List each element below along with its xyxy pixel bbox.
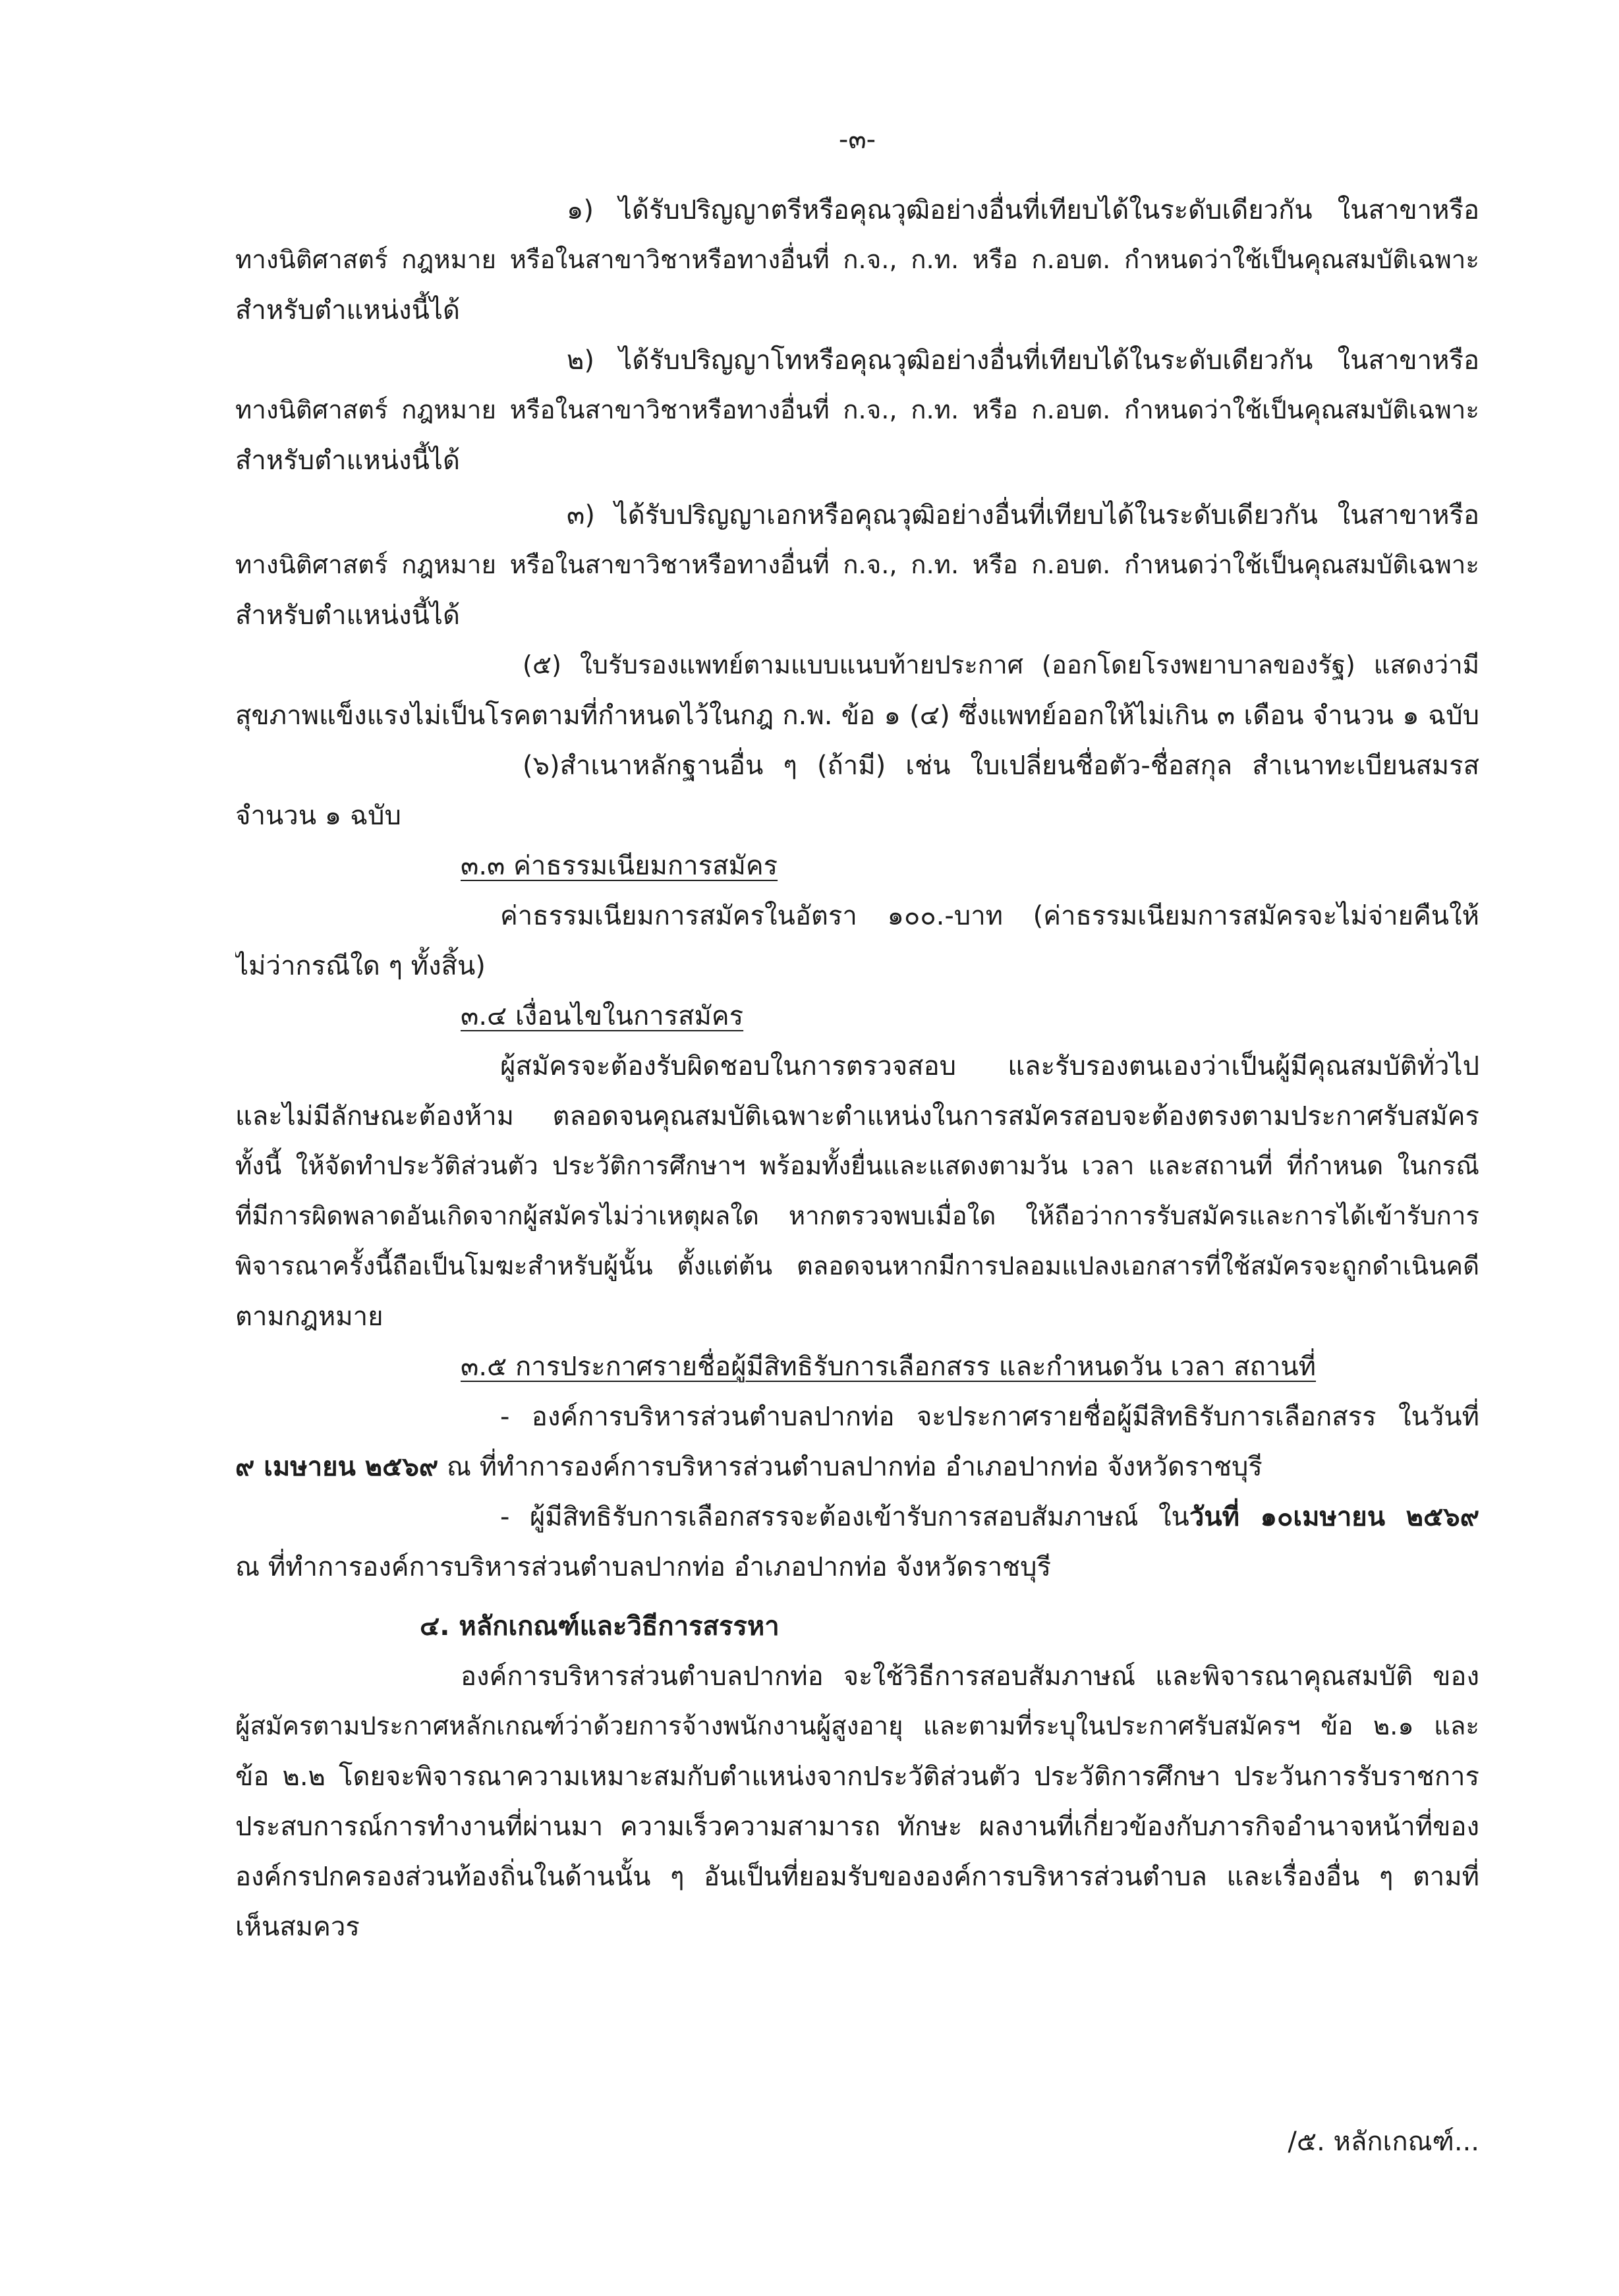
document-item-line: (๖)สำเนาหลักฐานอื่น ๆ (ถ้ามี) เช่น ใบเปลี่ยนชื่อตัว-ชื่อสกุล สำเนาทะเบียนสมรส bbox=[523, 751, 1479, 781]
paragraph-line: และไม่มีลักษณะต้องห้าม ตลอดจนคุณสมบัติเฉพาะตำแหน่งในการสมัครสอบจะต้องตรงตามประกาศรับสมัคร bbox=[235, 1101, 1479, 1132]
degree-item-line: สำหรับตำแหน่งนี้ได้ bbox=[235, 445, 461, 476]
degree-item-line: ๓) ได้รับปริญญาเอกหรือคุณวุฒิอย่างอื่นที่เทียบได้ในระดับเดียวกัน ในสาขาหรือ bbox=[567, 500, 1479, 531]
interview-date: วันที่ ๑๐เมษายน ๒๕๖๙ bbox=[1189, 1502, 1479, 1532]
degree-item-doctorate bbox=[235, 490, 1479, 641]
interview-line bbox=[235, 1492, 1479, 1542]
degree-item-line: ๑) ได้รับปริญญาตรีหรือคุณวุฒิอย่างอื่นที่เทียบได้ในระดับเดียวกัน ในสาขาหรือ bbox=[567, 195, 1479, 225]
degree-item-line: สำหรับตำแหน่งนี้ได้ bbox=[235, 295, 461, 326]
text-body bbox=[235, 115, 1479, 1952]
degree-item-bachelor bbox=[235, 185, 1479, 335]
section-heading: ๓.๓ ค่าธรรมเนียมการสมัคร bbox=[461, 851, 778, 881]
section-4-selection-criteria bbox=[235, 1601, 1479, 1952]
paragraph-line: องค์กรปกครองส่วนท้องถิ่นในด้านนั้น ๆ อันเป็นที่ยอมรับขององค์การบริหารส่วนตำบล และเรื่องอื่น ๆ ตามที่ bbox=[235, 1862, 1479, 1892]
paragraph-line: ที่มีการผิดพลาดอันเกิดจากผู้สมัครไม่ว่าเหตุผลใด หากตรวจพบเมื่อใด ให้ถือว่าการรับสมัครและการได้เข้ารับการ bbox=[235, 1201, 1479, 1231]
document-item-medical-certificate bbox=[235, 641, 1479, 741]
section-3-5-candidate-announcement bbox=[235, 1342, 1479, 1592]
interview-text: - ผู้มีสิทธิรับการเลือกสรรจะต้องเข้ารับการสอบสัมภาษณ์ ใน bbox=[500, 1502, 1189, 1532]
section-3-3-application-fee bbox=[235, 841, 1479, 991]
degree-item-line: สำหรับตำแหน่งนี้ได้ bbox=[235, 600, 461, 631]
document-item-line: จำนวน ๑ ฉบับ bbox=[235, 801, 401, 831]
degree-item-line: ทางนิติศาสตร์ กฎหมาย หรือในสาขาวิชาหรือทางอื่นที่ ก.จ., ก.ท. หรือ ก.อบต. กำหนดว่าใช้เป็นคุณสมบัติเฉพาะ bbox=[235, 550, 1479, 580]
section-heading: ๔. หลักเกณฑ์และวิธีการสรรหา bbox=[420, 1611, 780, 1642]
announcement-line: - องค์การบริหารส่วนตำบลปากท่อ จะประกาศรายชื่อผู้มีสิทธิรับการเลือกสรร ในวันที่ bbox=[500, 1402, 1479, 1432]
degree-item-line: ๒) ได้รับปริญญาโทหรือคุณวุฒิอย่างอื่นที่เทียบได้ในระดับเดียวกัน ในสาขาหรือ bbox=[567, 345, 1479, 376]
degree-item-line: ทางนิติศาสตร์ กฎหมาย หรือในสาขาวิชาหรือทางอื่นที่ ก.จ., ก.ท. หรือ ก.อบต. กำหนดว่าใช้เป็นคุณสมบัติเฉพาะ bbox=[235, 395, 1479, 425]
document-item-other-evidence bbox=[235, 741, 1479, 841]
paragraph-line: ผู้สมัครตามประกาศหลักเกณฑ์ว่าด้วยการจ้างพนักงานผู้สูงอายุ และตามที่ระบุในประกาศรับสมัครฯ ข้อ ๒.๑ และ bbox=[235, 1711, 1479, 1741]
paragraph-line: ค่าธรรมเนียมการสมัครในอัตรา ๑๐๐.-บาท (ค่าธรรมเนียมการสมัครจะไม่จ่ายคืนให้ bbox=[500, 901, 1479, 931]
paragraph-line: ผู้สมัครจะต้องรับผิดชอบในการตรวจสอบ และรับรองตนเองว่าเป็นผู้มีคุณสมบัติทั่วไป bbox=[500, 1051, 1479, 1081]
degree-item-line: ทางนิติศาสตร์ กฎหมาย หรือในสาขาวิชาหรือทางอื่นที่ ก.จ., ก.ท. หรือ ก.อบต. กำหนดว่าใช้เป็นคุณสมบัติเฉพาะ bbox=[235, 245, 1479, 275]
announcement-location: ณ ที่ทำการองค์การบริหารส่วนตำบลปากท่อ อำเภอปากท่อ จังหวัดราชบุรี bbox=[438, 1452, 1263, 1482]
continuation-note: /๕. หลักเกณฑ์... bbox=[1288, 2127, 1479, 2157]
document-item-line: (๕) ใบรับรองแพทย์ตามแบบแนบท้ายประกาศ (ออกโดยโรงพยาบาลของรัฐ) แสดงว่ามี bbox=[523, 650, 1479, 680]
paragraph-line: ตามกฎหมาย bbox=[235, 1302, 383, 1332]
section-3-4-application-conditions bbox=[235, 991, 1479, 1342]
paragraph-line: เห็นสมควร bbox=[235, 1912, 360, 1942]
announcement-date: ๙ เมษายน ๒๕๖๙ bbox=[235, 1452, 439, 1482]
paragraph-line: ประสบการณ์การทำงานที่ผ่านมา ความเร็วความสามารถ ทักษะ ผลงานที่เกี่ยวข้องกับภารกิจอำนาจหน้าที่ของ bbox=[235, 1812, 1479, 1842]
section-heading: ๓.๔ เงื่อนไขในการสมัคร bbox=[461, 1001, 744, 1031]
page-number: -๓- bbox=[838, 125, 876, 155]
document-item-line: สุขภาพแข็งแรงไม่เป็นโรคตามที่กำหนดไว้ในกฎ ก.พ. ข้อ ๑ (๔) ซึ่งแพทย์ออกให้ไม่เกิน ๓ เดือน จำนวน ๑ ฉบับ bbox=[235, 701, 1479, 731]
paragraph-line: ข้อ ๒.๒ โดยจะพิจารณาความเหมาะสมกับตำแหน่งจากประวัติส่วนตัว ประวัติการศึกษา ประวันการรับราชการ bbox=[235, 1762, 1479, 1792]
paragraph-line: พิจารณาครั้งนี้ถือเป็นโมฆะสำหรับผู้นั้น ตั้งแต่ต้น ตลอดจนหากมีการปลอมแปลงเอกสารที่ใช้สมัครจะถูกดำเนินคดี bbox=[235, 1251, 1479, 1281]
paragraph-line: ทั้งนี้ ให้จัดทำประวัติส่วนตัว ประวัติการศึกษาฯ พร้อมทั้งยื่นและแสดงตามวัน เวลา และสถานที่ ที่กำหนด ในกรณี bbox=[235, 1151, 1479, 1181]
interview-location: ณ ที่ทำการองค์การบริหารส่วนตำบลปากท่อ อำเภอปากท่อ จังหวัดราชบุรี bbox=[235, 1552, 1052, 1582]
degree-item-master bbox=[235, 335, 1479, 486]
announcement-line bbox=[235, 1442, 1479, 1492]
paragraph-line: ไม่ว่ากรณีใด ๆ ทั้งสิ้น) bbox=[235, 951, 486, 981]
paragraph-line: องค์การบริหารส่วนตำบลปากท่อ จะใช้วิธีการสอบสัมภาษณ์ และพิจารณาคุณสมบัติ ของ bbox=[461, 1661, 1479, 1692]
section-heading: ๓.๕ การประกาศรายชื่อผู้มีสิทธิรับการเลือกสรร และกำหนดวัน เวลา สถานที่ bbox=[461, 1352, 1317, 1382]
